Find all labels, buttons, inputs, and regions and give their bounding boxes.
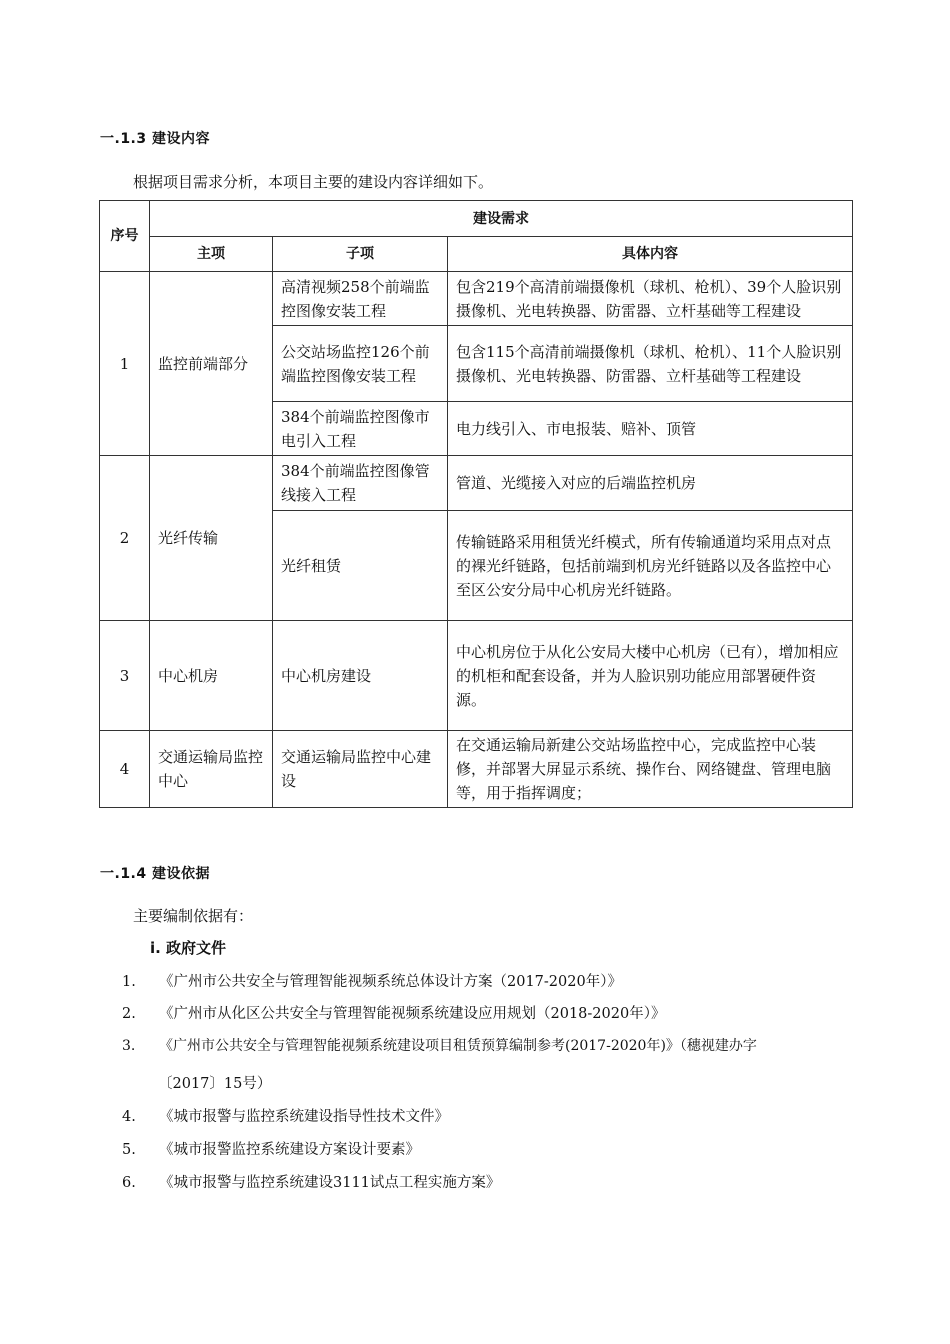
row-detail: 电力线引入、市电报装、赔补、顶管 xyxy=(448,402,853,456)
list-item xyxy=(122,1138,420,1159)
header-requirements: 建设需求 xyxy=(150,201,853,237)
list-text: 《城市报警与监控系统建设指导性技术文件》 xyxy=(159,1109,449,1125)
row-seq: 2 xyxy=(100,456,150,621)
list-text: 《城市报警与监控系统建设3111试点工程实施方案》 xyxy=(159,1175,501,1191)
row-detail: 包含219个高清前端摄像机（球机、枪机）、39个人脸识别摄像机、光电转换器、防雷器、立杆基础等工程建设 xyxy=(448,272,853,326)
list-text: 《城市报警监控系统建设方案设计要素》 xyxy=(159,1142,420,1158)
row-detail: 管道、光缆接入对应的后端监控机房 xyxy=(448,456,853,511)
list-number: 1. xyxy=(122,974,136,990)
list-item xyxy=(122,1002,665,1023)
list-text: 《广州市从化区公共安全与管理智能视频系统建设应用规划（2018-2020年）》 xyxy=(159,1006,666,1022)
row-detail: 包含115个高清前端摄像机（球机、枪机）、11个人脸识别摄像机、光电转换器、防雷器、立杆基础等工程建设 xyxy=(448,326,853,402)
row-sub: 交通运输局监控中心建设 xyxy=(273,731,448,808)
list-number: 4. xyxy=(122,1109,136,1125)
header-detail: 具体内容 xyxy=(448,237,853,272)
row-sub: 光纤租赁 xyxy=(273,511,448,621)
section-heading-1-1-3: 一.1.3 建设内容 xyxy=(100,131,210,147)
list-number: 5. xyxy=(122,1142,136,1158)
row-detail: 传输链路采用租赁光纤模式，所有传输通道均采用点对点的裸光纤链路，包括前端到机房光纤链路以及各监控中心至区公安分局中心机房光纤链路。 xyxy=(448,511,853,621)
intro-paragraph: 根据项目需求分析，本项目主要的建设内容详细如下。 xyxy=(133,173,494,191)
row-main: 中心机房 xyxy=(150,621,273,731)
row-seq: 1 xyxy=(100,272,150,456)
row-detail: 在交通运输局新建公交站场监控中心，完成监控中心装修，并部署大屏显示系统、操作台、网络键盘、管理电脑等，用于指挥调度； xyxy=(448,731,853,808)
row-sub: 384个前端监控图像市电引入工程 xyxy=(273,402,448,456)
list-item xyxy=(122,1105,449,1126)
header-main: 主项 xyxy=(150,237,273,272)
basis-intro: 主要编制依据有： xyxy=(133,907,254,925)
list-text: 《广州市公共安全与管理智能视频系统建设项目租赁预算编制参考(2017-2020年)》（穗视建办字 xyxy=(159,1038,757,1054)
row-main: 交通运输局监控中心 xyxy=(150,731,273,808)
row-seq: 4 xyxy=(100,731,150,808)
row-main: 监控前端部分 xyxy=(150,272,273,456)
list-text-continuation: 〔2017〕15号） xyxy=(158,1076,272,1092)
row-detail: 中心机房位于从化公安局大楼中心机房（已有），增加相应的机柜和配套设备，并为人脸识别功能应用部署硬件资源。 xyxy=(448,621,853,731)
row-sub: 中心机房建设 xyxy=(273,621,448,731)
row-sub: 公交站场监控126个前端监控图像安装工程 xyxy=(273,326,448,402)
subheading-government-docs: i. 政府文件 xyxy=(150,939,227,957)
list-item xyxy=(122,1035,757,1055)
header-sub: 子项 xyxy=(273,237,448,272)
list-number: 2. xyxy=(122,1006,136,1022)
list-number: 6. xyxy=(122,1175,136,1191)
row-sub: 高清视频258个前端监控图像安装工程 xyxy=(273,272,448,326)
list-item xyxy=(122,970,622,991)
list-item xyxy=(122,1171,500,1192)
row-sub: 384个前端监控图像管线接入工程 xyxy=(273,456,448,511)
row-main: 光纤传输 xyxy=(150,456,273,621)
list-number: 3. xyxy=(122,1038,136,1054)
row-seq: 3 xyxy=(100,621,150,731)
header-seq: 序号 xyxy=(100,201,150,272)
requirements-table xyxy=(99,200,853,808)
list-text: 《广州市公共安全与管理智能视频系统总体设计方案（2017-2020年）》 xyxy=(159,974,622,990)
section-heading-1-1-4: 一.1.4 建设依据 xyxy=(100,866,210,882)
